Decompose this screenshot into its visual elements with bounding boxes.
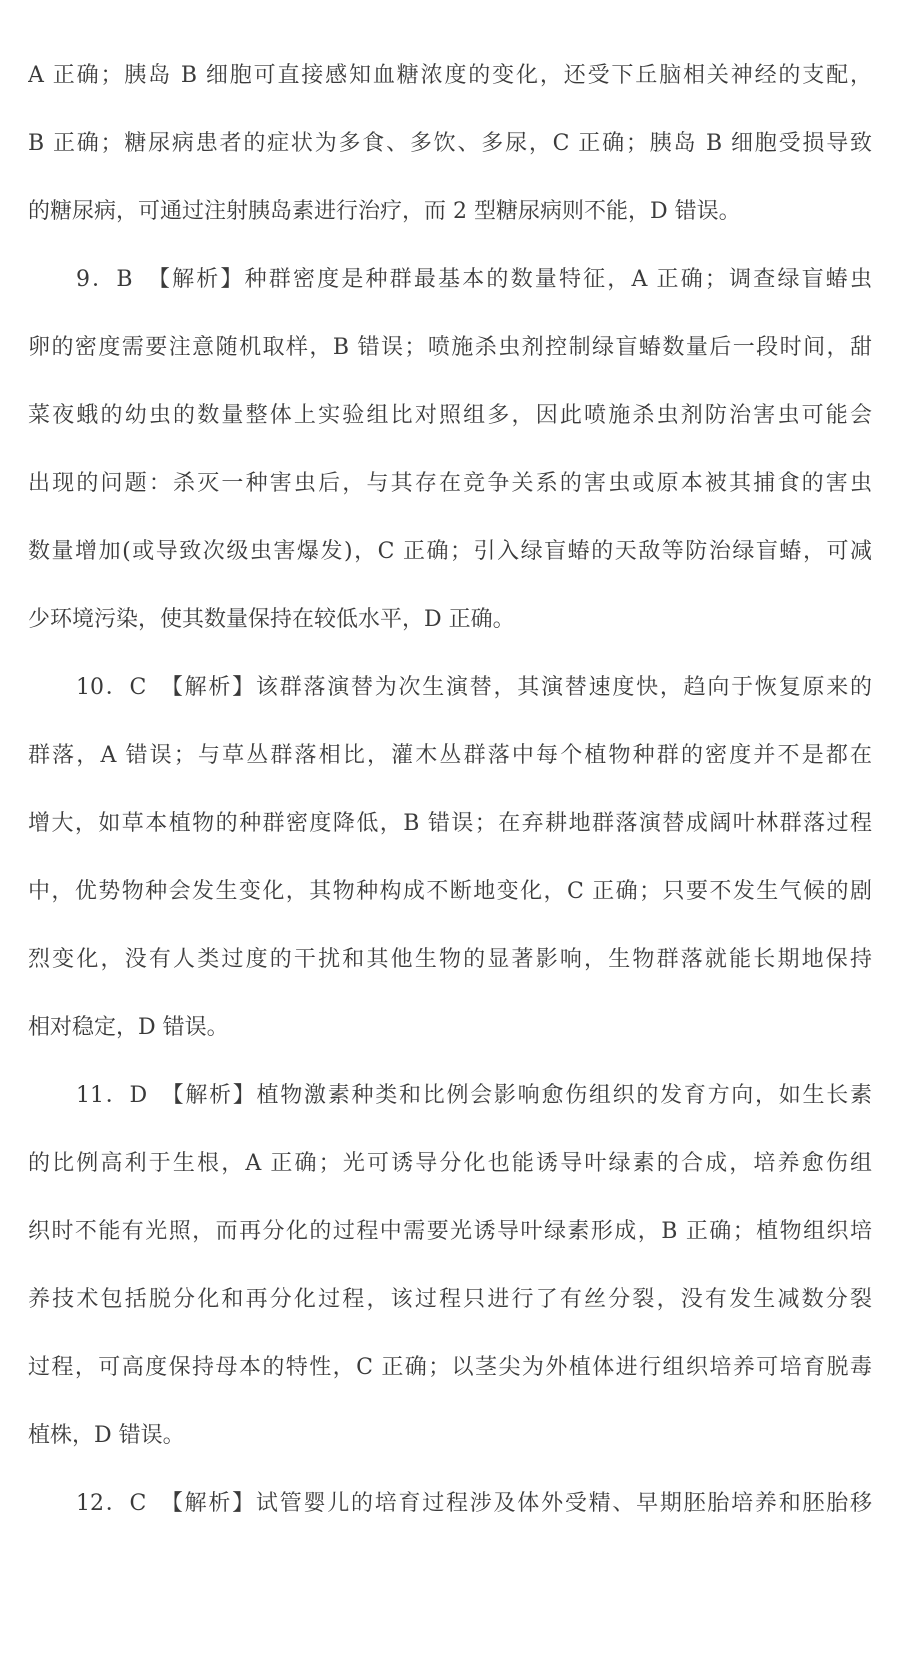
text-line: 出现的问题：杀灭一种害虫后，与其存在竞争关系的害虫或原本被其捕食的害虫 bbox=[28, 471, 872, 496]
answer-10-line: 10．C 【解析】该群落演替为次生演替，其演替速度快，趋向于恢复原来的 bbox=[76, 675, 872, 700]
text-line: 群落，A 错误；与草丛群落相比，灌木丛群落中每个植物种群的密度并不是都在 bbox=[28, 743, 872, 768]
text-line: 中，优势物种会发生变化，其物种构成不断地变化，C 正确；只要不发生气候的剧 bbox=[28, 879, 872, 904]
text-line: 过程，可高度保持母本的特性，C 正确；以茎尖为外植体进行组织培养可培育脱毒 bbox=[28, 1355, 872, 1380]
text-line: B 正确；糖尿病患者的症状为多食、多饮、多尿，C 正确；胰岛 B 细胞受损导致 bbox=[28, 131, 872, 156]
text-line: A 正确；胰岛 B 细胞可直接感知血糖浓度的变化，还受下丘脑相关神经的支配， bbox=[28, 63, 872, 88]
answer-9-line: 9．B 【解析】种群密度是种群最基本的数量特征，A 正确；调查绿盲蝽虫 bbox=[76, 267, 872, 292]
text-line: 的比例高利于生根，A 正确；光可诱导分化也能诱导叶绿素的合成，培养愈伤组 bbox=[28, 1151, 872, 1176]
text-line: 养技术包括脱分化和再分化过程，该过程只进行了有丝分裂，没有发生减数分裂 bbox=[28, 1287, 872, 1312]
answer-11-line: 11．D 【解析】植物激素种类和比例会影响愈伤组织的发育方向，如生长素 bbox=[76, 1083, 872, 1108]
text-line: 的糖尿病，可通过注射胰岛素进行治疗，而 2 型糖尿病则不能，D 错误。 bbox=[28, 199, 741, 224]
text-line: 卵的密度需要注意随机取样，B 错误；喷施杀虫剂控制绿盲蝽数量后一段时间，甜 bbox=[28, 335, 872, 360]
answer-12-line: 12．C 【解析】试管婴儿的培育过程涉及体外受精、早期胚胎培养和胚胎移 bbox=[76, 1491, 872, 1516]
text-line: 织时不能有光照，而再分化的过程中需要光诱导叶绿素形成，B 正确；植物组织培 bbox=[28, 1219, 872, 1244]
text-line: 相对稳定，D 错误。 bbox=[28, 1015, 229, 1040]
text-line: 烈变化，没有人类过度的干扰和其他生物的显著影响，生物群落就能长期地保持 bbox=[28, 947, 872, 972]
document-page bbox=[28, 0, 872, 1668]
text-line: 少环境污染，使其数量保持在较低水平，D 正确。 bbox=[28, 607, 515, 632]
text-line: 植株，D 错误。 bbox=[28, 1423, 185, 1448]
text-line: 数量增加(或导致次级虫害爆发)，C 正确；引入绿盲蝽的天敌等防治绿盲蝽，可减 bbox=[28, 539, 872, 564]
text-line: 增大，如草本植物的种群密度降低，B 错误；在弃耕地群落演替成阔叶林群落过程 bbox=[28, 811, 872, 836]
text-line: 菜夜蛾的幼虫的数量整体上实验组比对照组多，因此喷施杀虫剂防治害虫可能会 bbox=[28, 403, 872, 428]
